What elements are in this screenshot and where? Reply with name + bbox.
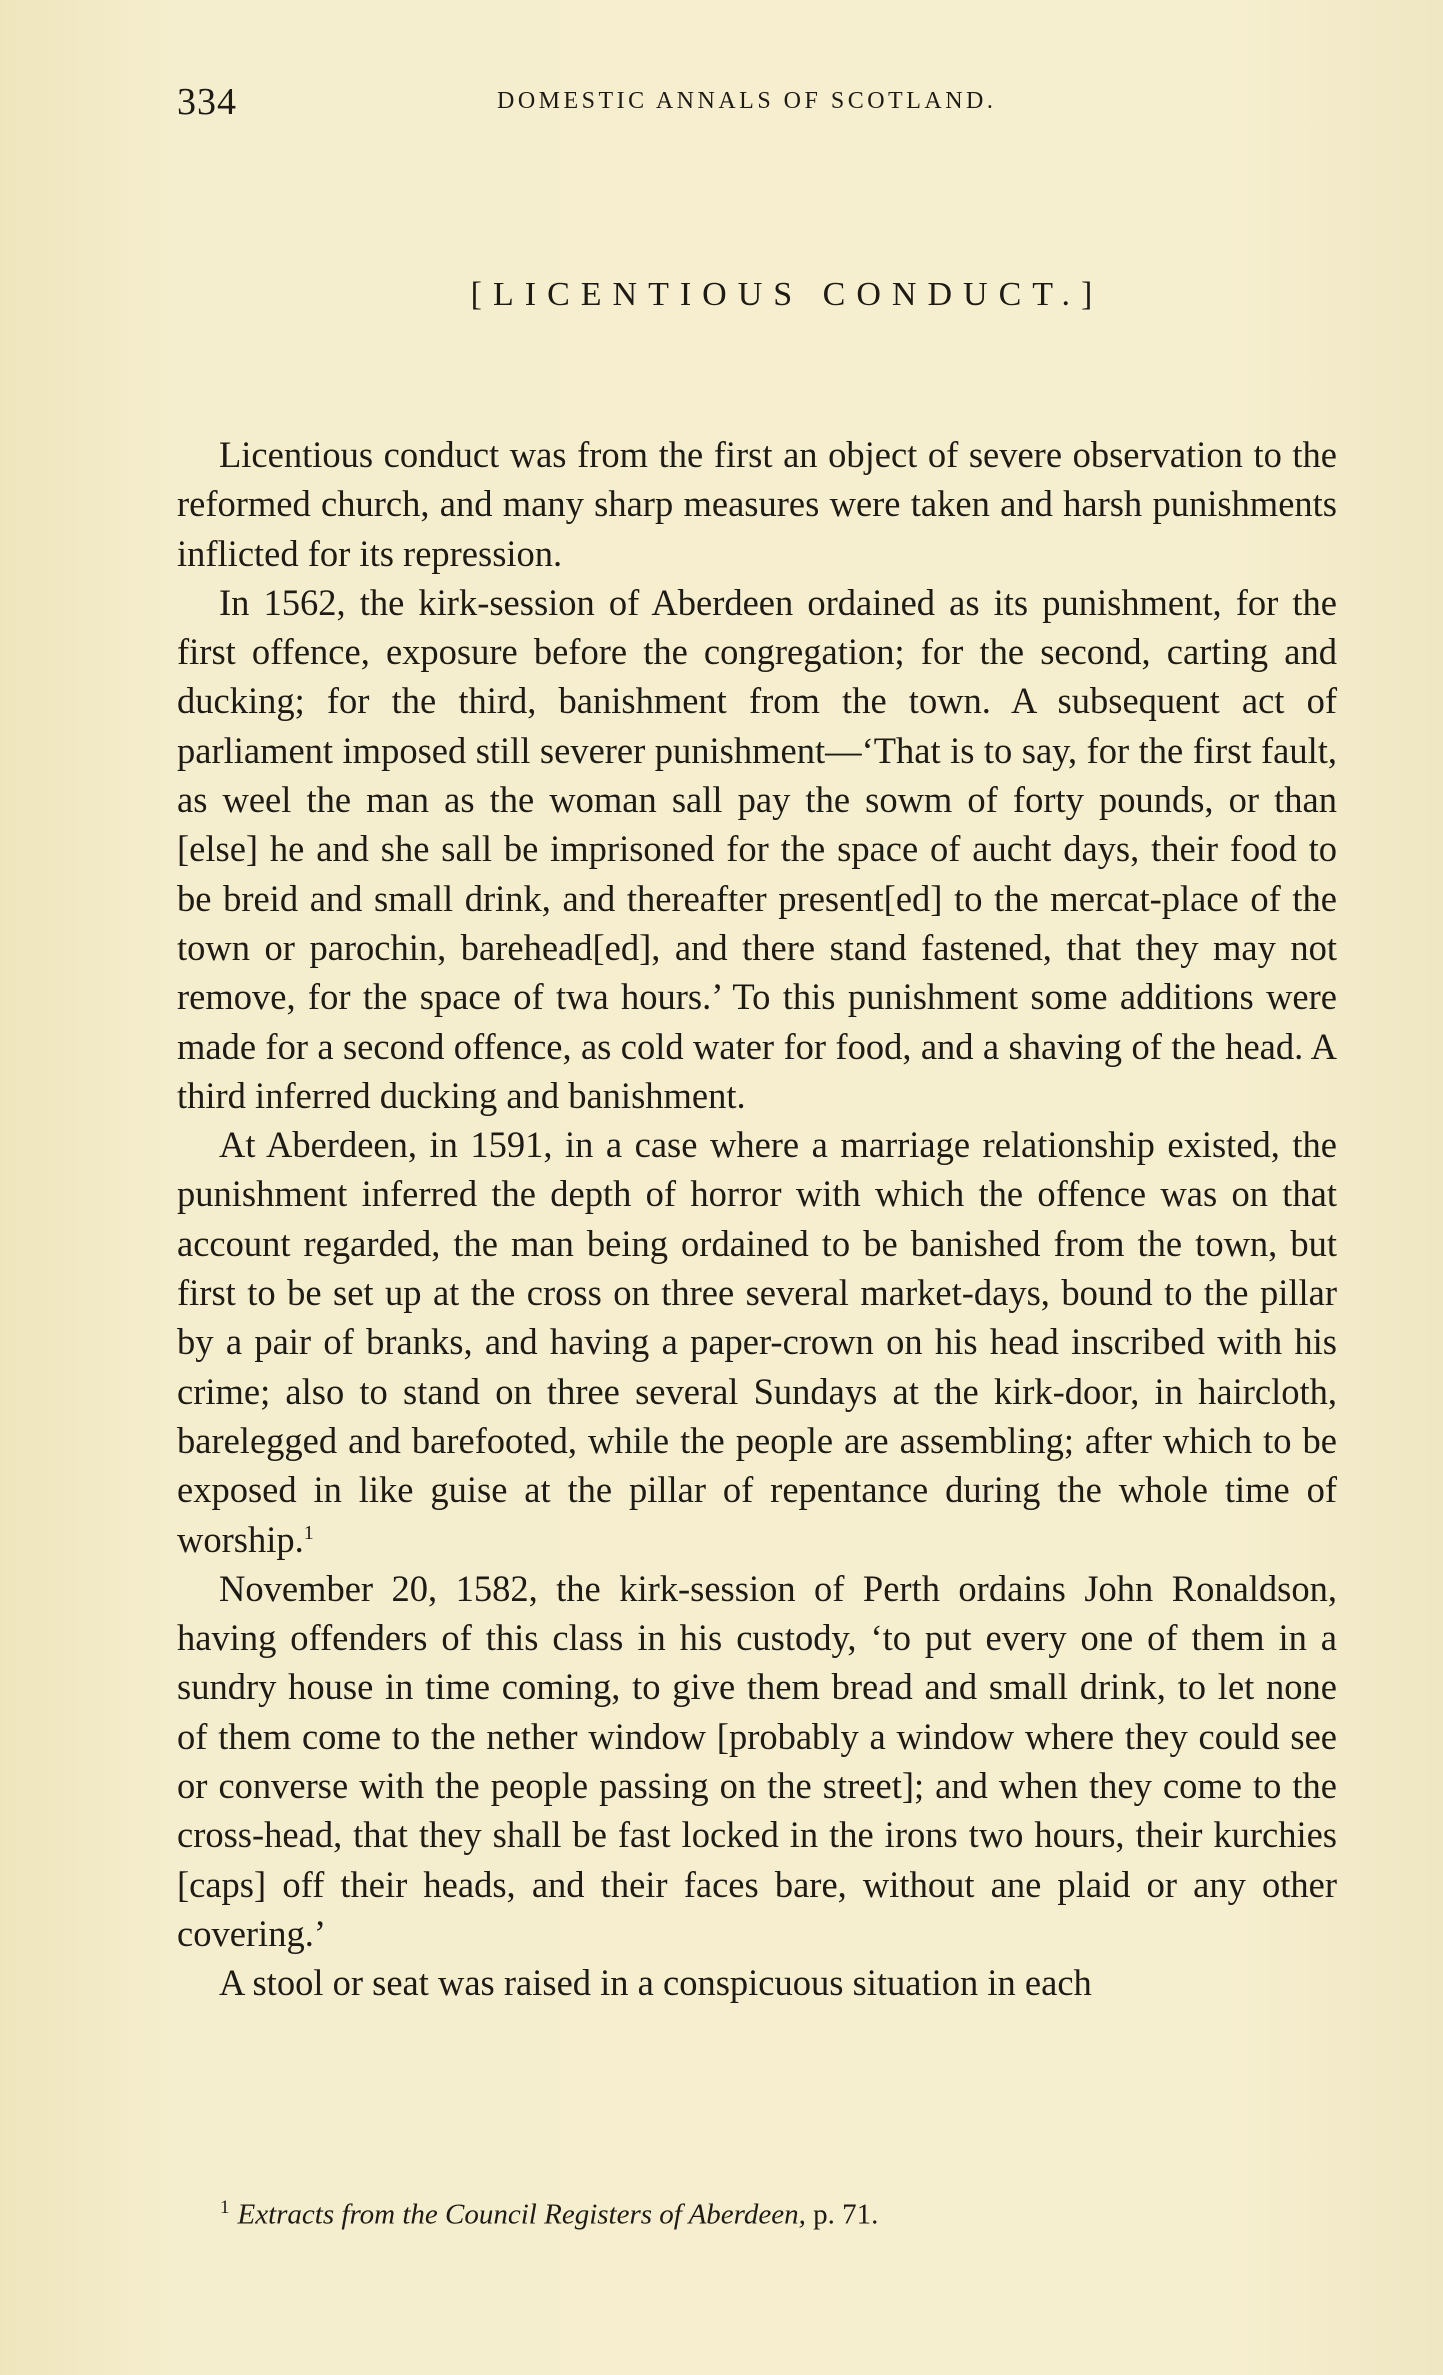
section-heading: [LICENTIOUS CONDUCT.] [470, 276, 1104, 313]
footnote-citation: Extracts from the Council Registers of Aberdeen, [237, 2198, 806, 2231]
footnote-reference: 1 [303, 1521, 314, 1544]
footnote [220, 2197, 878, 2232]
paragraph-4: November 20, 1582, the kirk-session of Perth ordains John Ronaldson, having offenders of this class in his custody, ‘to put every one of them in a sundry house in time coming, to give them bread and small drink, to let none of them come to the nether window [probably a window where they could see or converse with the people passing on the street]; and when they come to the cross-head, that they shall be fast locked in the irons two hours, their kurchies [caps] off their heads, and their faces bare, without ane plaid or any other covering.’ [177, 1567, 1337, 1954]
running-title: DOMESTIC ANNALS OF SCOTLAND. [497, 88, 997, 114]
paragraph-1: Licentious conduct was from the first an object of severe observation to the reformed church, and many sharp measures were taken and harsh punishments inflicted for its repression. [177, 434, 1337, 574]
paragraph-5: A stool or seat was raised in a conspicuous situation in each [219, 1962, 1092, 2004]
paragraph-2: In 1562, the kirk-session of Aberdeen ordained as its punishment, for the first offence, exposure before the congregation; for the second, carting and ducking; for the third, banishment from the town. A subsequent act of parliament imposed still severer punishment—‘That is to say, for the first fault, as weel the man as the woman sall pay the sowm of forty pounds, or than [else] he and she sall be imprisoned for the space of aucht days, their food to be breid and small drink, and thereafter present[ed] to the mercat-place of the town or parochin, barehead[ed], and there stand fastened, that they may not remove, for the space of twa hours.’ To this punishment some additions were made for a second offence, as cold water for food, and a shaving of the head. A third inferred ducking and banishment. [177, 581, 1337, 1116]
page-number: 334 [177, 81, 237, 123]
book-page [177, 80, 1337, 2004]
body-text [177, 430, 1337, 2008]
running-header [177, 80, 1337, 140]
paragraph-3-text: At Aberdeen, in 1591, in a case where a marriage relationship existed, the punishment inferred the depth of horror with which the offence was on that account regarded, the man being ordained to be banished from the town, but first to be set up at the cross on three several market-days, bound to the pillar by a pair of branks, and having a paper-crown on his head inscribed with his crime; also to stand on three several Sundays at the kirk-door, in haircloth, barelegged and barefooted, while the people are assembling; after which to be exposed in like guise at the pillar of repentance during the whole time of worship. [177, 1124, 1337, 1560]
footnote-marker: 1 [220, 2197, 230, 2218]
paragraph-3 [177, 1120, 1337, 1564]
footnote-page: p. 71. [805, 2198, 879, 2231]
